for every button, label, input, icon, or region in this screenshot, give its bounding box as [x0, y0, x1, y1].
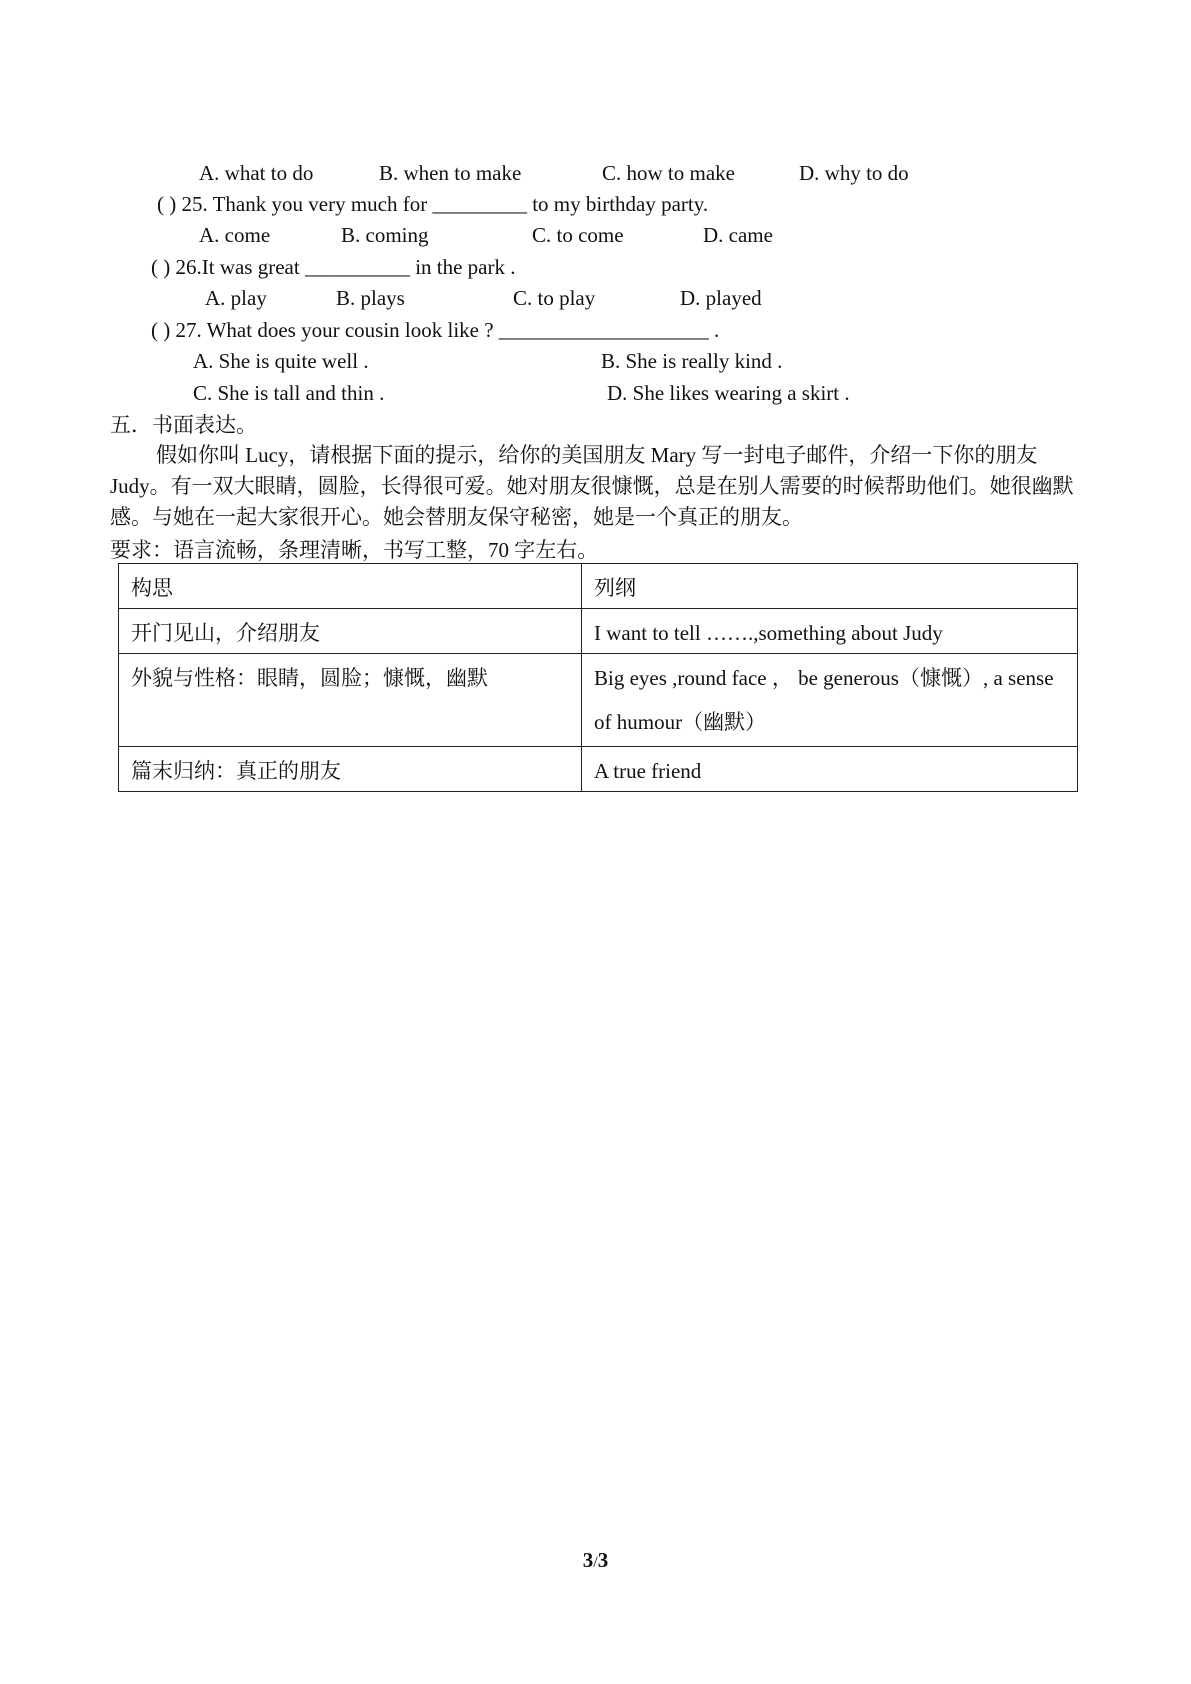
q27-option-b: B. She is really kind .: [601, 349, 783, 373]
q26-stem: ( ) 26.It was great __________ in the park .: [151, 255, 516, 279]
q24-option-d: D. why to do: [799, 161, 909, 185]
page-separator: /: [593, 1554, 598, 1571]
table-row: [119, 747, 1078, 792]
q26-option-a: A. play: [205, 286, 267, 310]
table-cell: 篇末归纳：真正的朋友: [119, 747, 582, 792]
q27-stem: ( ) 27. What does your cousin look like ? ____________________ .: [151, 318, 720, 342]
table-cell: Big eyes ,round face ， be generous（慷慨）, a sense of humour（幽默）: [582, 654, 1078, 747]
q25-option-c: C. to come: [532, 223, 624, 247]
table-header-cell: 列纲: [582, 564, 1078, 609]
q25-option-b: B. coming: [341, 223, 429, 247]
q26-option-c: C. to play: [513, 286, 596, 310]
q27-option-d: D. She likes wearing a skirt .: [607, 381, 850, 405]
q26-option-b: B. plays: [336, 286, 405, 310]
q27-option-c: C. She is tall and thin .: [193, 381, 385, 405]
q26-option-d: D. played: [680, 286, 762, 310]
table-header-cell: 构思: [119, 564, 582, 609]
q25-option-d: D. came: [703, 223, 773, 247]
q24-option-a: A. what to do: [199, 161, 314, 185]
q24-option-b: B. when to make: [379, 161, 522, 185]
outline-table: [118, 563, 1078, 792]
table-cell: A true friend: [582, 747, 1078, 792]
table-row: [119, 609, 1078, 654]
table-cell: 开门见山，介绍朋友: [119, 609, 582, 654]
writing-prompt: 假如你叫 Lucy，请根据下面的提示，给你的美国朋友 Mary 写一封电子邮件，介绍一下你的朋友 Judy。有一双大眼睛，圆脸，长得很可爱。她对朋友很慷慨，总是在别人需要的时候帮助他们。她很幽默感。与她在一起大家很开心。她会替朋友保守秘密，她是一个真正的朋友。: [110, 443, 1074, 529]
table-cell: I want to tell …….,something about Judy: [582, 609, 1078, 654]
page-number: [0, 1548, 1191, 1573]
table-cell: 外貌与性格：眼睛，圆脸；慷慨，幽默: [119, 654, 582, 747]
page-current: 3: [582, 1548, 594, 1572]
writing-requirement: 要求：语言流畅，条理清晰，书写工整，70 字左右。: [110, 538, 599, 562]
page-total: 3: [597, 1548, 609, 1572]
table-header-row: [119, 564, 1078, 609]
q24-option-c: C. how to make: [602, 161, 735, 185]
q25-stem: ( ) 25. Thank you very much for _________ to my birthday party.: [157, 192, 709, 216]
q27-option-a: A. She is quite well .: [193, 349, 369, 373]
table-row: [119, 654, 1078, 747]
section-heading: 五．书面表达。: [110, 413, 257, 437]
q25-option-a: A. come: [199, 223, 271, 247]
